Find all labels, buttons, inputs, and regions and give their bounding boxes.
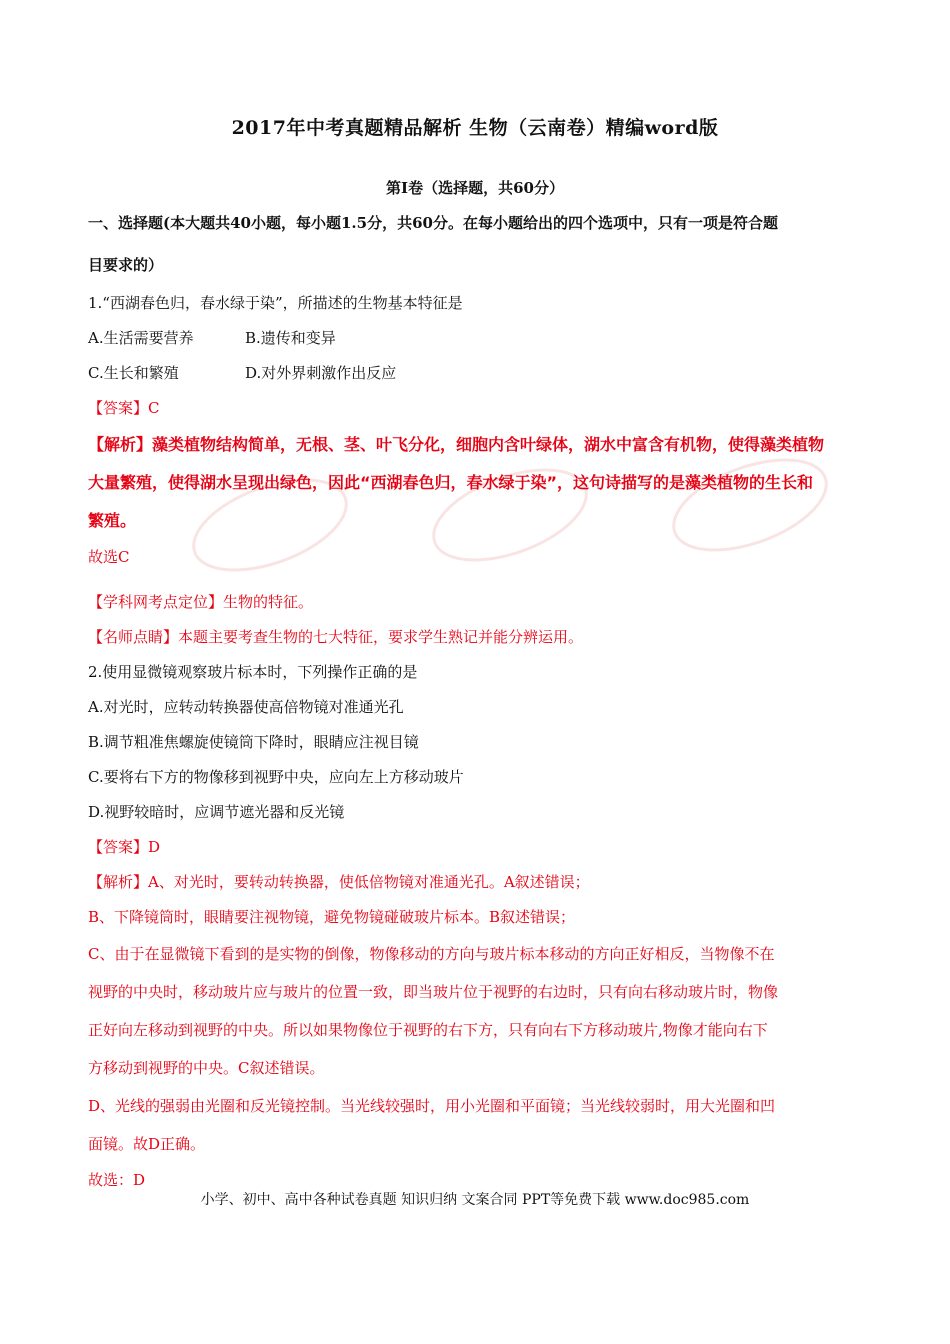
q2-analysis-line: 正好向左移动到视野的中央。所以如果物像位于视野的右下方，只有向右下方移动玻片,物像才能向右下 [88,1021,768,1039]
q1-analysis [88,426,866,540]
q1-option-d: D.对外界刺激作出反应 [245,364,397,382]
q2-analysis-line: 方移动到视野的中央。C叙述错误。 [88,1059,325,1077]
q2-conclusion: 故选：D [88,1171,146,1189]
q1-option-c: C.生长和繁殖 [88,364,179,382]
q1-conclusion: 故选C [88,548,130,566]
q2-analysis-line: 视野的中央时，移动玻片应与玻片的位置一致，即当玻片位于视野的右边时，只有向右移动玻片时，物像 [88,983,779,1001]
q2-analysis [88,865,866,1163]
page-footer: 小学、初中、高中各种试卷真题 知识归纳 文案合同 PPT等免费下载 www.doc985.com [200,1192,750,1208]
document-title: 2017年中考真题精品解析 生物（云南卷）精编word版 [231,117,719,139]
q2-option-c: C.要将右下方的物像移到视野中央，应向左上方移动玻片 [88,768,464,786]
q1-kaodian: 【学科网考点定位】生物的特征。 [88,593,314,611]
q1-analysis-line: 大量繁殖，使得湖水呈现出绿色，因此“西湖春色归，春水绿于染”，这句诗描写的是藻类植物的生长和 [88,473,814,492]
q1-option-a: A.生活需要营养 [88,329,194,347]
q2-analysis-line: 面镜。故D正确。 [88,1135,206,1153]
q2-analysis-line: D、光线的强弱由光圈和反光镜控制。当光线较强时，用小光圈和平面镜；当光线较弱时，用大光圈和凹 [88,1097,776,1115]
q2-option-a: A.对光时，应转动转换器使高倍物镜对准通光孔 [88,698,404,716]
q2-analysis-line: B、下降镜筒时，眼睛要注视物镜，避免物镜碰破玻片标本。B叙述错误； [88,908,576,926]
q2-stem: 2.使用显微镜观察玻片标本时，下列操作正确的是 [88,663,418,681]
q1-analysis-line: 繁殖。 [88,511,137,530]
document-body [88,202,866,1198]
q1-mingshi: 【名师点睛】本题主要考查生物的七大特征，要求学生熟记并能分辨运用。 [88,628,584,646]
q2-answer: 【答案】D [88,838,161,856]
q2-analysis-line: 【解析】A、对光时，要转动转换器，使低倍物镜对准通光孔。A叙述错误； [88,873,590,891]
q1-stem: 1.“西湖春色归，春水绿于染”，所描述的生物基本特征是 [88,294,463,312]
q2-option-b: B.调节粗准焦螺旋使镜筒下降时，眼睛应注视目镜 [88,733,419,751]
part-heading-cont: 目要求的） [88,256,164,274]
q1-option-b: B.遗传和变异 [245,329,336,347]
q1-options-row2 [88,356,866,391]
q1-options-row1 [88,321,866,356]
q1-analysis-line: 【解析】藻类植物结构简单，无根、茎、叶飞分化，细胞内含叶绿体，湖水中富含有机物，使得藻类植物 [88,435,825,454]
q1-answer: 【答案】C [88,399,160,417]
section-title: 第Ⅰ卷（选择题，共60分） [386,179,564,197]
q2-option-d: D.视野较暗时，应调节遮光器和反光镜 [88,803,345,821]
q2-analysis-line: C、由于在显微镜下看到的是实物的倒像，物像移动的方向与玻片标本移动的方向正好相反，当物像不在 [88,945,775,963]
part-heading: 一、选择题(本大题共40小题，每小题1.5分，共60分。在每小题给出的四个选项中，只有一项是符合题 [88,214,778,232]
